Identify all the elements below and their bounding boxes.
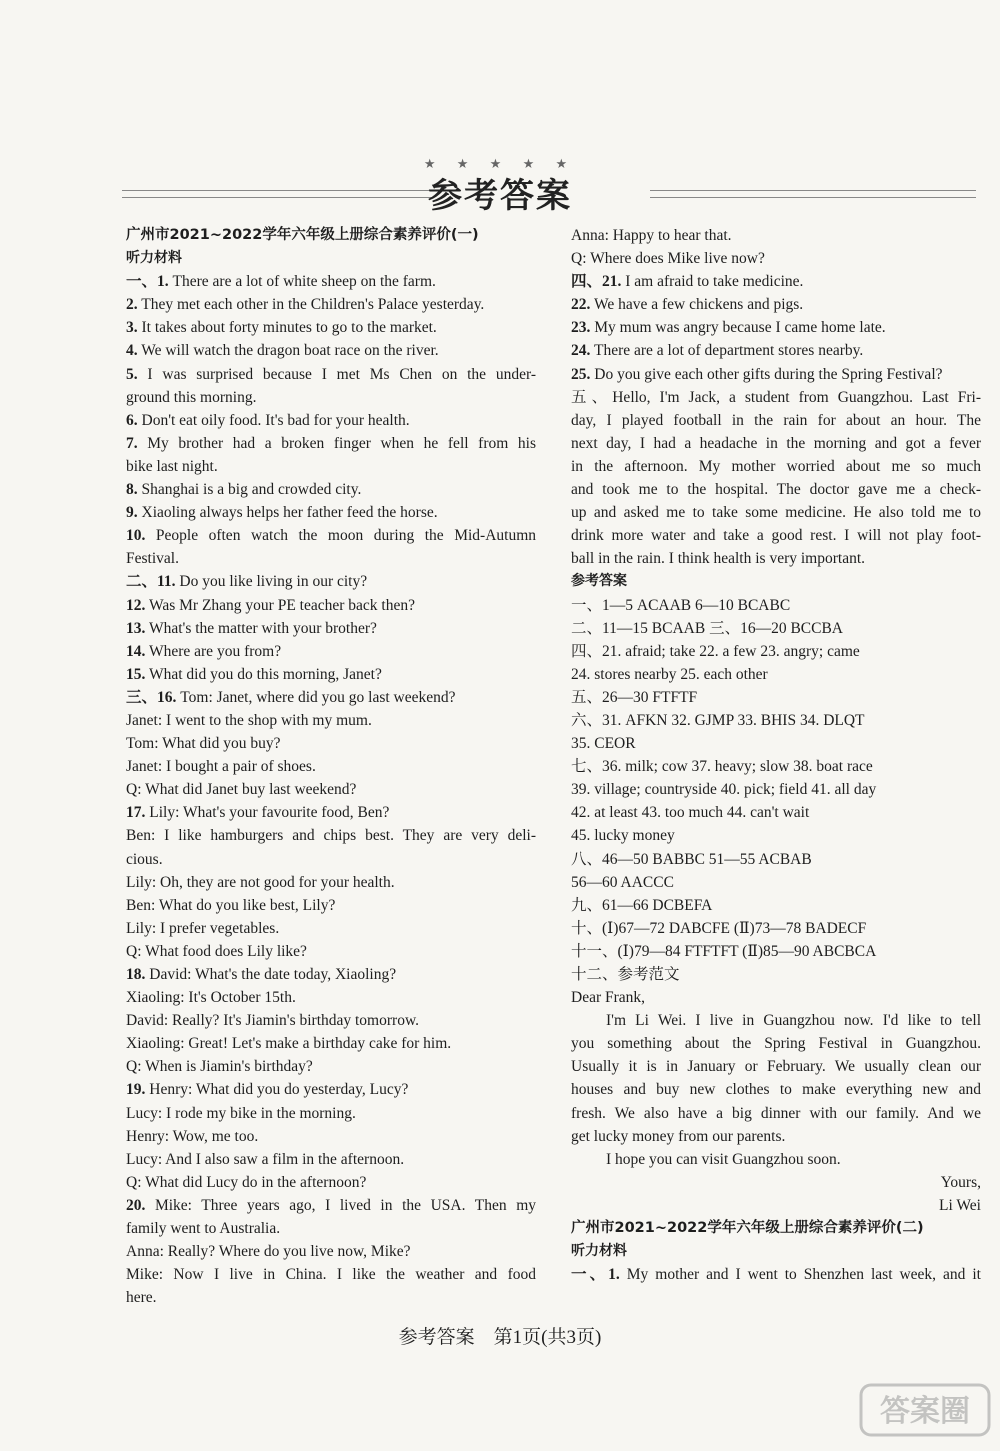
line-text: drink more water and take a good rest. I will not play foot-: [571, 527, 981, 545]
text-line: [571, 1148, 981, 1171]
text-line: [571, 986, 981, 1009]
text-line: [571, 640, 981, 663]
line-text: People often watch the moon during the Mid-Autumn: [145, 527, 536, 545]
line-text: bike last night.: [126, 457, 218, 475]
text-line: [126, 640, 536, 663]
text-line: [571, 617, 981, 640]
item-number: 22.: [571, 296, 591, 314]
text-line: [571, 501, 981, 524]
item-number: 2.: [126, 296, 138, 314]
text-line: [571, 1194, 981, 1217]
text-line: [571, 339, 981, 362]
line-text: Q: What did Lucy do in the afternoon?: [126, 1173, 367, 1191]
line-text: There are a lot of department stores nearby.: [590, 342, 864, 360]
watermark-text: 答案圈: [880, 1394, 970, 1429]
text-line: [571, 894, 981, 917]
text-line: [126, 732, 536, 755]
line-text: Q: What did Janet buy last weekend?: [126, 781, 357, 799]
text-line: [571, 1125, 981, 1148]
text-line: [571, 270, 981, 293]
text-line: [571, 1078, 981, 1101]
line-text: Q: What food does Lily like?: [126, 942, 307, 960]
line-text: Yours,: [940, 1173, 981, 1191]
line-text: Do you like living in our city?: [175, 573, 368, 591]
text-line: [126, 1286, 536, 1309]
item-number: 6.: [126, 411, 138, 429]
text-line: [126, 1009, 536, 1032]
text-line: [126, 1263, 536, 1286]
item-number: 10.: [126, 527, 146, 545]
line-text: 56—60 AACCC: [571, 873, 674, 891]
item-number: 18.: [126, 966, 146, 983]
text-line: [126, 940, 536, 963]
text-line: [126, 524, 536, 547]
text-line: [126, 386, 536, 409]
line-text: Henry: What did you do yesterday, Lucy?: [145, 1081, 409, 1099]
text-line: [126, 1194, 536, 1217]
item-number: 3.: [126, 319, 138, 337]
text-line: [126, 848, 536, 871]
text-line: [571, 293, 981, 316]
item-number: 一、1.: [571, 1266, 620, 1284]
line-text: My mum was angry because I came home late.: [590, 319, 886, 337]
line-text: 八、46—50 BABBC 51—55 ACBAB: [571, 850, 812, 868]
line-text: I'm Li Wei. I live in Guangzhou now. I'd like to tell: [606, 1012, 981, 1030]
text-line: [126, 293, 536, 316]
line-text: 45. lucky money: [571, 827, 675, 845]
line-text: Mike: Three years ago, I lived in the USA. Then my: [145, 1196, 536, 1214]
text-line: [126, 1102, 536, 1125]
line-text: Lily: Oh, they are not good for your health.: [126, 873, 395, 891]
line-text: 五、26—30 FTFTF: [571, 688, 698, 706]
page-title: 参考答案: [428, 176, 572, 216]
line-text: Tom: Janet, where did you go last weekend?: [176, 688, 456, 706]
line-text: My brother had a broken finger when he fell from his: [137, 434, 536, 452]
text-line: [571, 1217, 981, 1240]
text-line: [571, 778, 981, 801]
text-line: [571, 848, 981, 871]
text-line: [126, 686, 536, 709]
line-text: Lily: I prefer vegetables.: [126, 919, 280, 937]
text-line: [126, 1125, 536, 1148]
text-line: [571, 524, 981, 547]
line-text: Henry: Wow, me too.: [126, 1127, 259, 1145]
text-line: [571, 570, 981, 593]
item-number: 9.: [126, 504, 138, 522]
line-text: Mike: Now I live in China. I like the weather and food: [126, 1266, 536, 1284]
item-number: 19.: [126, 1081, 146, 1099]
decorative-stars: ★ ★ ★ ★ ★: [423, 156, 577, 171]
line-text: 五、Hello, I'm Jack, a student from Guangzhou. Last Fri-: [571, 388, 981, 406]
line-text: Xiaoling always helps her father feed the horse.: [137, 504, 438, 522]
line-text: 参考答案: [571, 573, 627, 590]
text-line: [126, 547, 536, 570]
line-text: I hope you can visit Guangzhou soon.: [606, 1150, 841, 1168]
line-text: Xiaoling: It's October 15th.: [126, 989, 296, 1007]
line-text: Lucy: And I also saw a film in the afternoon.: [126, 1150, 405, 1168]
line-text: 广州市2021~2022学年六年级上册综合素养评价(一): [126, 227, 479, 243]
line-text: Janet: I went to the shop with my mum.: [126, 711, 372, 729]
left-column: [126, 224, 536, 1309]
line-text: Usually it is in January or February. We usually clean our: [571, 1058, 981, 1076]
text-line: [571, 963, 981, 986]
text-line: [571, 1263, 981, 1286]
right-column: [571, 224, 981, 1286]
line-text: 广州市2021~2022学年六年级上册综合素养评价(二): [571, 1220, 924, 1237]
text-line: [571, 709, 981, 732]
item-number: 24.: [571, 342, 591, 360]
text-line: [126, 963, 536, 986]
line-text: next day, I had a headache in the morning and got a fever: [571, 434, 981, 452]
line-text: you something about the Spring Festival in Guangzhou.: [571, 1035, 981, 1053]
text-line: [126, 917, 536, 940]
line-text: There are a lot of white sheep on the farm.: [168, 273, 436, 291]
item-number: 14.: [126, 642, 146, 660]
line-text: We have a few chickens and pigs.: [590, 296, 804, 314]
text-line: [126, 986, 536, 1009]
line-text: Dear Frank,: [571, 989, 646, 1007]
text-line: [126, 1055, 536, 1078]
text-line: [571, 547, 981, 570]
line-text: in the afternoon. My mother worried about me so much: [571, 457, 981, 475]
text-line: [126, 594, 536, 617]
line-text: Was Mr Zhang your PE teacher back then?: [145, 596, 415, 614]
text-line: [571, 409, 981, 432]
text-line: [571, 478, 981, 501]
text-line: [126, 570, 536, 593]
line-text: 听力材料: [571, 1243, 627, 1260]
line-text: Where are you from?: [145, 642, 282, 660]
text-line: [571, 247, 981, 270]
line-text: ground this morning.: [126, 388, 257, 406]
line-text: 九、61—66 DCBEFA: [571, 896, 713, 914]
line-text: 35. CEOR: [571, 735, 636, 753]
title-rule-right: [650, 190, 976, 198]
line-text: Janet: I bought a pair of shoes.: [126, 758, 316, 776]
line-text: David: What's the date today, Xiaoling?: [145, 966, 397, 983]
text-line: [126, 871, 536, 894]
line-text: Xiaoling: Great! Let's make a birthday cake for him.: [126, 1035, 452, 1053]
line-text: family went to Australia.: [126, 1220, 281, 1238]
line-text: 四、21. afraid; take 22. a few 23. angry; came: [571, 642, 860, 660]
text-line: [571, 801, 981, 824]
line-text: up and asked me to take some medicine. He also told me to: [571, 504, 981, 522]
text-line: [571, 1055, 981, 1078]
item-number: 三、16.: [126, 688, 177, 706]
text-line: [126, 617, 536, 640]
line-text: Do you give each other gifts during the Spring Festival?: [590, 365, 943, 383]
line-text: 42. at least 43. too much 44. can't wait: [571, 804, 810, 822]
text-line: [571, 871, 981, 894]
page-header: [0, 150, 1000, 220]
text-line: [126, 824, 536, 847]
text-line: [571, 1171, 981, 1194]
line-text: Lucy: I rode my bike in the morning.: [126, 1104, 356, 1122]
line-text: Anna: Really? Where do you live now, Mike?: [126, 1243, 411, 1261]
text-line: [126, 363, 536, 386]
text-line: [126, 1240, 536, 1263]
line-text: 24. stores nearby 25. each other: [571, 665, 768, 683]
item-number: 5.: [126, 365, 138, 383]
text-line: [126, 501, 536, 524]
item-number: 17.: [126, 804, 146, 822]
line-text: Q: When is Jiamin's birthday?: [126, 1058, 313, 1076]
text-line: [571, 663, 981, 686]
line-text: get lucky money from our parents.: [571, 1127, 786, 1145]
item-number: 13.: [126, 619, 146, 637]
text-line: [571, 686, 981, 709]
line-text: Festival.: [126, 550, 179, 568]
line-text: Lily: What's your favourite food, Ben?: [145, 804, 390, 822]
item-number: 四、21.: [571, 273, 622, 291]
text-line: [571, 316, 981, 339]
page-footer: 参考答案 第1页(共3页): [398, 1327, 602, 1348]
text-line: [126, 432, 536, 455]
line-text: and took me to the hospital. The doctor gave me a check-: [571, 481, 981, 499]
item-number: 23.: [571, 319, 591, 337]
line-text: 一、1—5 ACAAB 6—10 BCABC: [571, 596, 791, 614]
text-line: [126, 755, 536, 778]
item-number: 8.: [126, 481, 138, 499]
item-number: 7.: [126, 434, 138, 452]
text-line: [126, 1148, 536, 1171]
line-text: My mother and I went to Shenzhen last week, and it: [619, 1266, 981, 1284]
text-line: [126, 224, 536, 247]
line-text: Ben: I like hamburgers and chips best. They are very deli-: [126, 827, 536, 845]
text-line: [126, 1217, 536, 1240]
item-number: 20.: [126, 1196, 146, 1214]
text-line: [126, 409, 536, 432]
text-line: [126, 247, 536, 270]
line-text: ball in the rain. I think health is very important.: [571, 550, 866, 568]
text-line: [126, 663, 536, 686]
text-line: [571, 1240, 981, 1263]
text-line: [571, 917, 981, 940]
line-text: 六、31. AFKN 32. GJMP 33. BHIS 34. DLQT: [571, 711, 865, 729]
text-line: [126, 1032, 536, 1055]
line-text: day, I played football in the rain for about an hour. The: [571, 411, 981, 429]
text-line: [126, 801, 536, 824]
line-text: Don't eat oily food. It's bad for your health.: [137, 411, 410, 429]
line-text: 听力材料: [126, 250, 182, 267]
line-text: Tom: What did you buy?: [126, 735, 281, 753]
line-text: We will watch the dragon boat race on the river.: [137, 342, 439, 360]
line-text: 十二、参考范文: [571, 966, 680, 983]
line-text: 39. village; countryside 40. pick; field 41. all day: [571, 781, 877, 799]
text-line: [126, 709, 536, 732]
line-text: Anna: Happy to hear that.: [571, 227, 732, 244]
text-line: [571, 940, 981, 963]
line-text: Shanghai is a big and crowded city.: [137, 481, 362, 499]
text-line: [126, 316, 536, 339]
text-line: [126, 894, 536, 917]
item-number: 二、11.: [126, 573, 176, 591]
line-text: houses and buy new clothes to make everything new and: [571, 1081, 981, 1099]
text-line: [571, 732, 981, 755]
text-line: [571, 432, 981, 455]
item-number: 4.: [126, 342, 138, 360]
text-line: [571, 1032, 981, 1055]
line-text: 十一、(Ⅰ)79—84 FTFTFT (Ⅱ)85—90 ABCBCA: [571, 942, 877, 960]
line-text: It takes about forty minutes to go to the market.: [137, 319, 437, 337]
text-line: [571, 455, 981, 478]
text-line: [126, 455, 536, 478]
text-line: [126, 339, 536, 362]
text-line: [126, 1078, 536, 1101]
item-number: 12.: [126, 596, 146, 614]
line-text: What did you do this morning, Janet?: [145, 665, 382, 683]
line-text: I am afraid to take medicine.: [621, 273, 804, 291]
line-text: I was surprised because I met Ms Chen on the under-: [137, 365, 536, 383]
item-number: 25.: [571, 365, 591, 383]
text-line: [571, 594, 981, 617]
line-text: 十、(Ⅰ)67—72 DABCFE (Ⅱ)73—78 BADECF: [571, 919, 867, 937]
text-line: [126, 270, 536, 293]
text-line: [571, 1102, 981, 1125]
text-line: [571, 824, 981, 847]
text-line: [126, 778, 536, 801]
line-text: David: Really? It's Jiamin's birthday tomorrow.: [126, 1012, 420, 1030]
line-text: 二、11—15 BCAAB 三、16—20 BCCBA: [571, 619, 843, 637]
text-line: [571, 1009, 981, 1032]
text-line: [571, 755, 981, 778]
line-text: Q: Where does Mike live now?: [571, 250, 765, 268]
line-text: Ben: What do you like best, Lily?: [126, 896, 336, 914]
text-line: [571, 386, 981, 409]
line-text: 七、36. milk; cow 37. heavy; slow 38. boat race: [571, 758, 873, 776]
text-line: [126, 478, 536, 501]
item-number: 一、1.: [126, 273, 169, 291]
text-line: [571, 363, 981, 386]
watermark-logo: [855, 1375, 995, 1445]
line-text: Li Wei: [939, 1196, 981, 1214]
line-text: here.: [126, 1289, 157, 1307]
line-text: cious.: [126, 850, 163, 868]
item-number: 15.: [126, 665, 146, 683]
line-text: They met each other in the Children's Palace yesterday.: [137, 296, 485, 314]
line-text: fresh. We also have a big dinner with our family. And we: [571, 1104, 981, 1122]
line-text: What's the matter with your brother?: [145, 619, 377, 637]
text-line: [571, 224, 981, 247]
text-line: [126, 1171, 536, 1194]
